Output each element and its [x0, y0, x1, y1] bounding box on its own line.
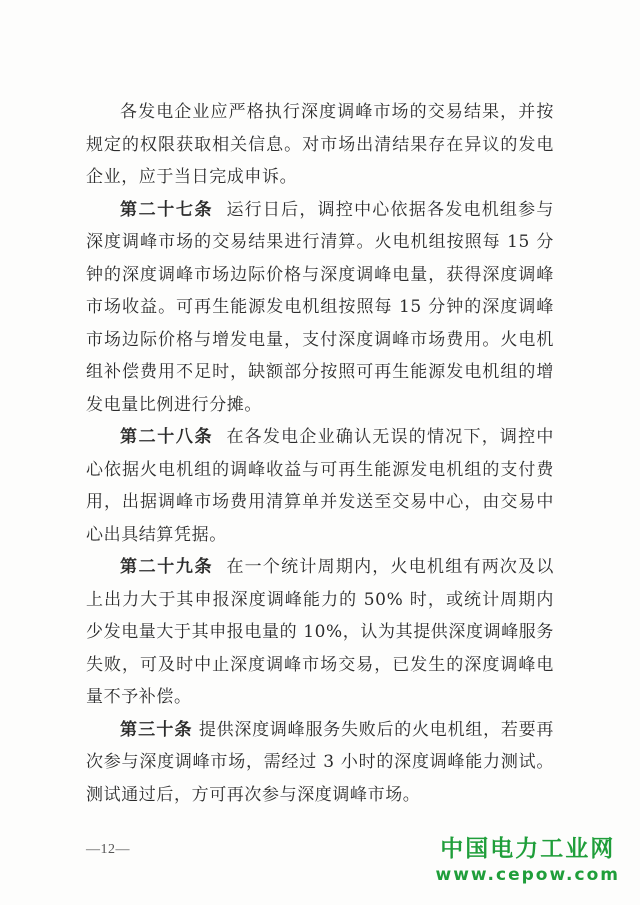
watermark-url: www.cepow.com [435, 865, 620, 885]
site-watermark [436, 838, 621, 884]
body-text [86, 96, 554, 811]
paragraph-article-30 [86, 714, 554, 812]
article-number: 第二十八条 [120, 427, 214, 447]
paragraph-article-28 [86, 421, 554, 551]
paragraph-1 [86, 96, 554, 194]
paragraph-text: 提供深度调峰服务失败后的火电机组，若要再次参与深度调峰市场，需经过 3 小时的深度调峰能力测试。测试通过后，方可再次参与深度调峰市场。 [86, 719, 554, 805]
article-number: 第三十条 [120, 719, 193, 740]
watermark-name: 中国电力工业网 [440, 836, 616, 862]
paragraph-text: 在一个统计周期内，火电机组有两次及以上出力大于其申报深度调峰能力的 50% 时，或统计周期内少发电量大于其申报电量的 10%，认为其提供深度调峰服务失败，可及时中止深度调峰市场交易，已发生的深度调峰电量不予补偿。 [86, 557, 554, 707]
paragraph-text: 在各发电企业确认无误的情况下，调控中心依据火电机组的调峰收益与可再生能源发电机组的支付费用，出据调峰市场费用清算单并发送至交易中心，由交易中心出具结算凭据。 [86, 427, 554, 545]
page-number: —12— [86, 842, 130, 857]
paragraph-article-29 [86, 551, 554, 714]
paragraph-article-27 [86, 194, 554, 422]
paragraph-text: 运行日后，调控中心依据各发电机组参与深度调峰市场的交易结果进行清算。火电机组按照每 15 分钟的深度调峰市场边际价格与深度调峰电量，获得深度调峰市场收益。可再生能源发电机组按照每 15 分钟的深度调峰市场边际价格与增发电量，支付深度调峰市场费用。火电机组补偿费用不足时，缺额部分按照可再生能源发电机组的增发电量比例进行分摊。 [86, 199, 554, 415]
article-number: 第二十九条 [120, 557, 214, 577]
paragraph-text: 各发电企业应严格执行深度调峰市场的交易结果，并按规定的权限获取相关信息。对市场出清结果存在异议的发电企业，应于当日完成申诉。 [86, 102, 554, 187]
article-number: 第二十七条 [120, 199, 214, 220]
